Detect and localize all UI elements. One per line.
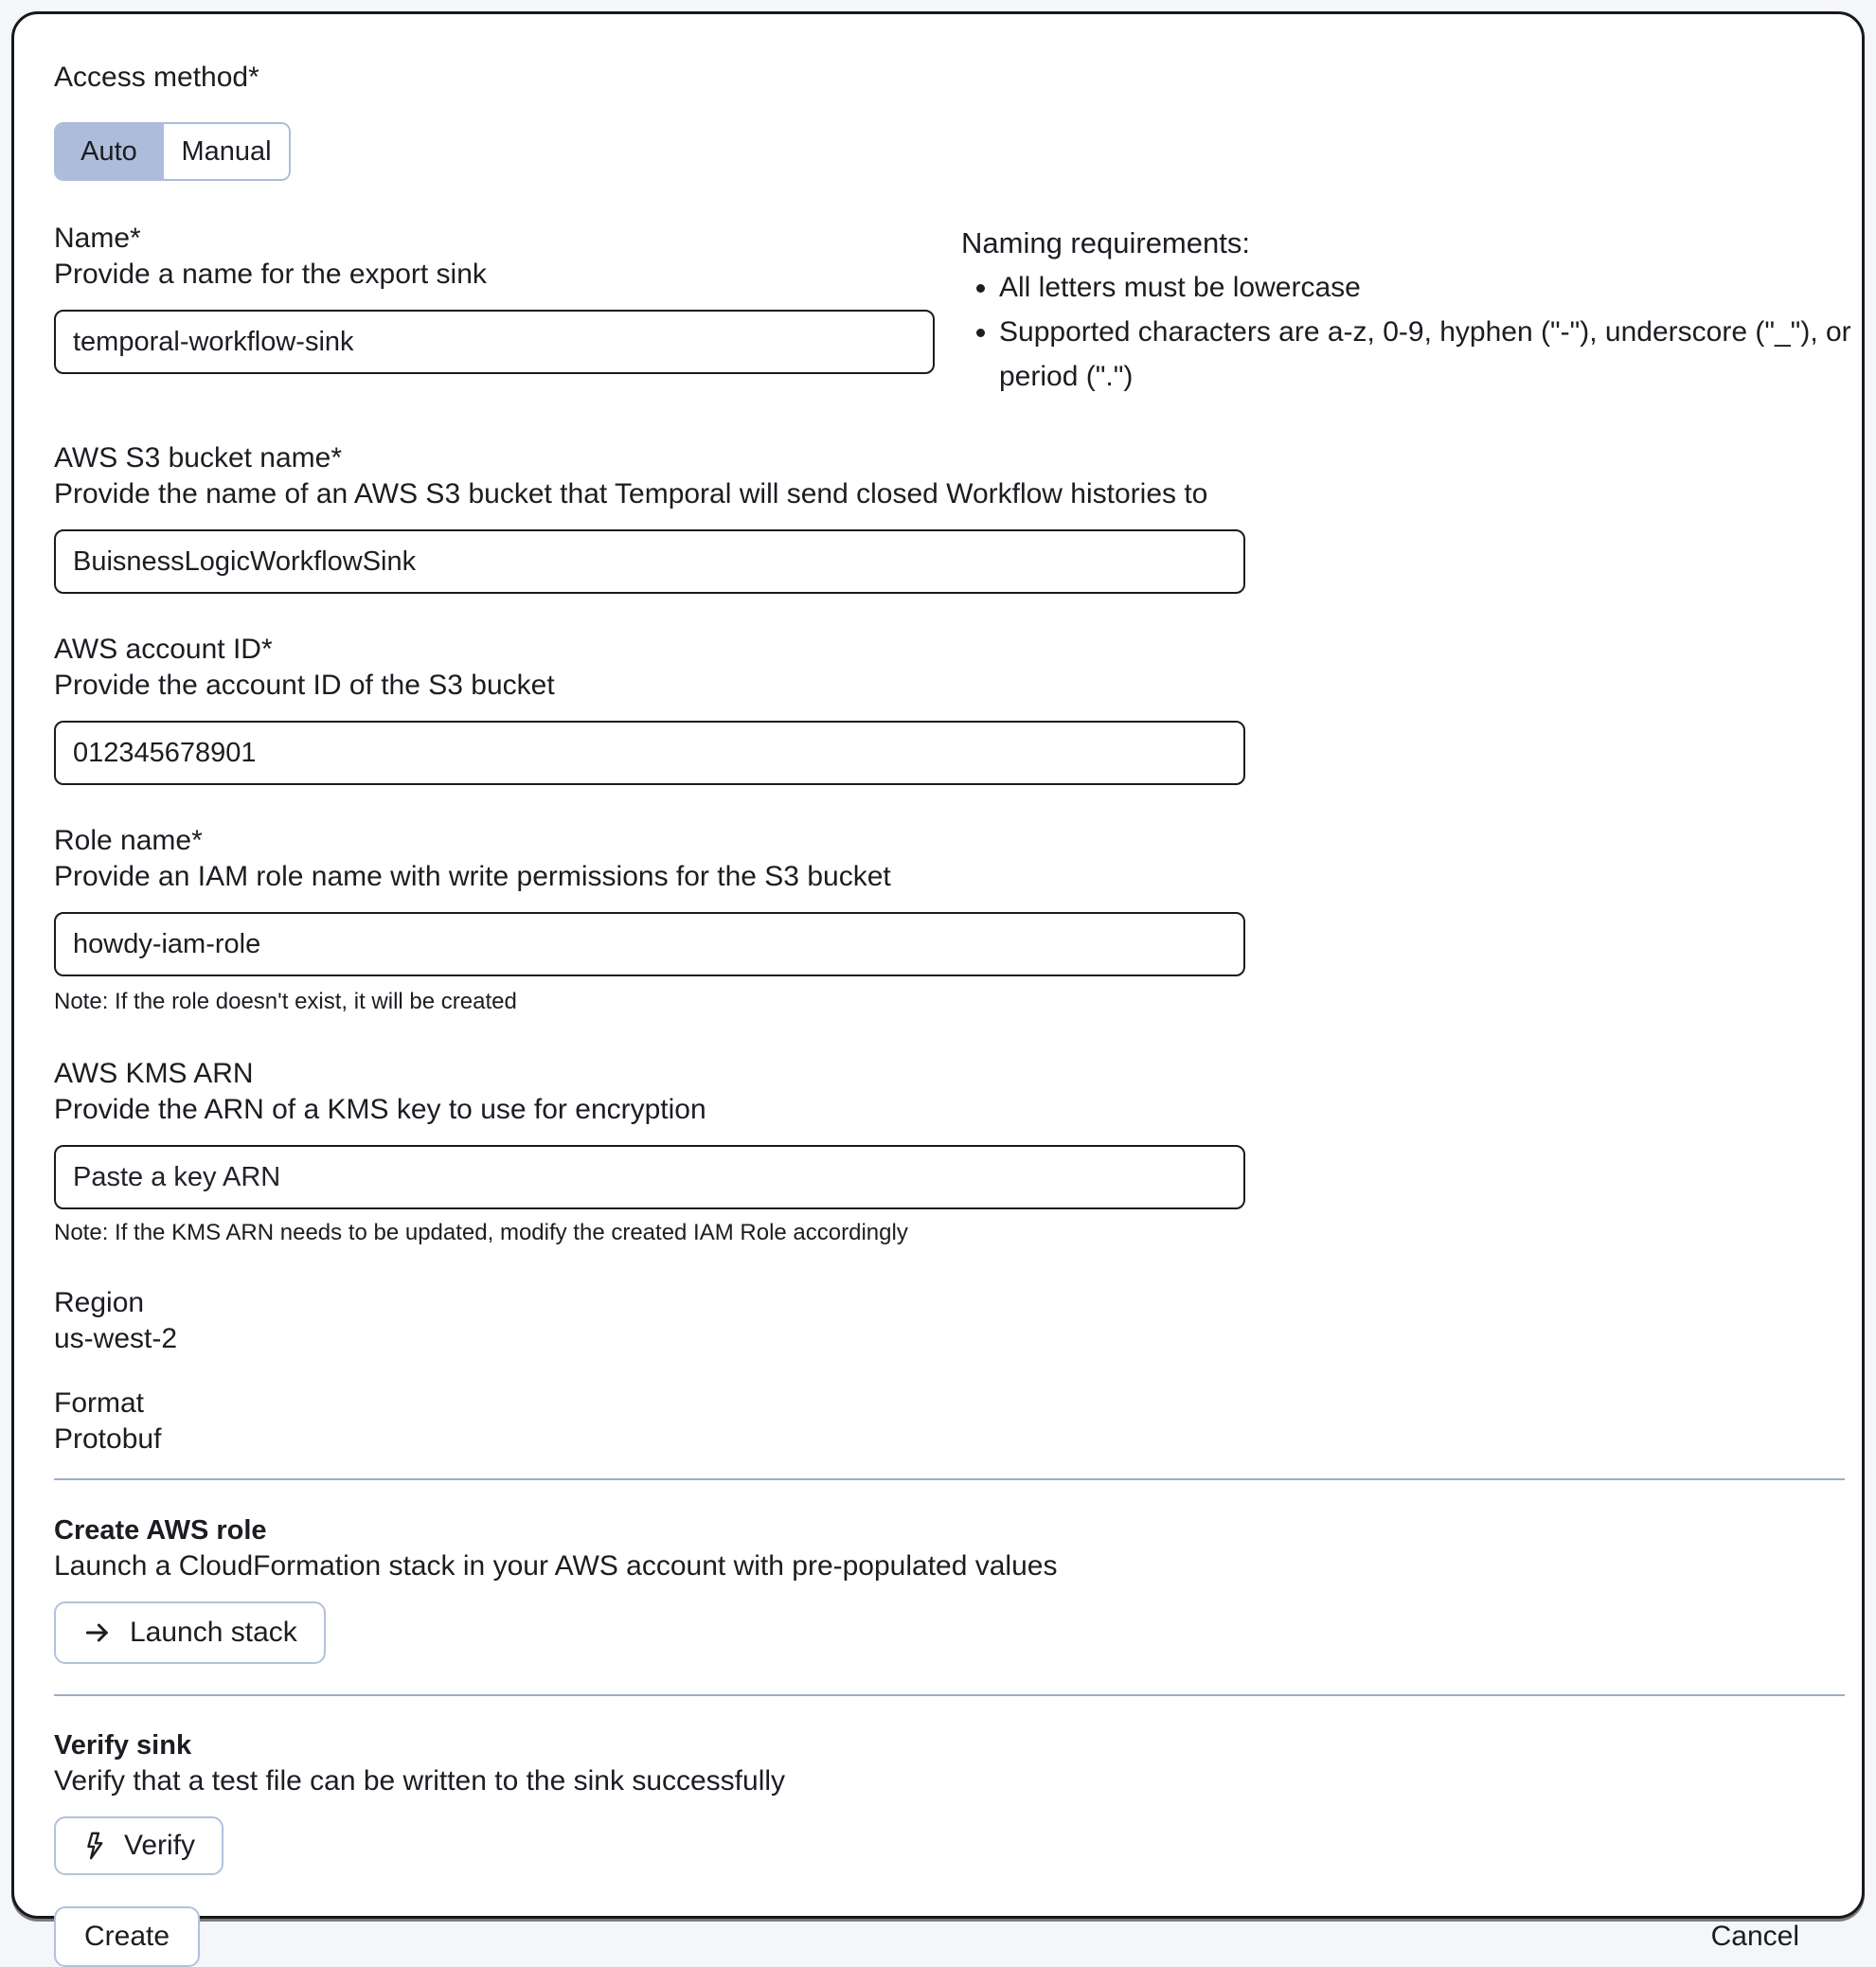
lightning-icon	[82, 1832, 107, 1860]
section-divider	[54, 1478, 1845, 1480]
verify-sink-title: Verify sink	[54, 1730, 192, 1761]
kms-arn-note: Note: If the KMS ARN needs to be updated, modify the created IAM Role accordingly	[54, 1220, 908, 1245]
role-name-description: Provide an IAM role name with write permissions for the S3 bucket	[54, 861, 891, 892]
create-button-label: Create	[84, 1921, 170, 1952]
cancel-button[interactable]: Cancel	[1710, 1921, 1799, 1952]
region-value: us-west-2	[54, 1323, 178, 1354]
region-label: Region	[54, 1287, 145, 1318]
name-label: Name*	[54, 223, 141, 254]
kms-arn-input[interactable]	[54, 1145, 1245, 1209]
name-description: Provide a name for the export sink	[54, 259, 487, 290]
name-input[interactable]	[54, 310, 935, 374]
access-method-auto-label: Auto	[80, 135, 137, 167]
kms-arn-description: Provide the ARN of a KMS key to use for encryption	[54, 1094, 706, 1125]
account-id-label: AWS account ID*	[54, 634, 273, 665]
create-aws-role-description: Launch a CloudFormation stack in your AWS account with pre-populated values	[54, 1550, 1058, 1582]
naming-requirements-title: Naming requirements:	[961, 226, 1250, 259]
s3-bucket-label: AWS S3 bucket name*	[54, 442, 343, 474]
verify-button[interactable]	[54, 1816, 223, 1875]
account-id-input[interactable]	[54, 721, 1245, 785]
verify-button-label: Verify	[124, 1830, 196, 1861]
s3-bucket-description: Provide the name of an AWS S3 bucket that Temporal will send closed Workflow histories to	[54, 478, 1208, 510]
export-sink-form	[11, 11, 1865, 1952]
role-name-note: Note: If the role doesn't exist, it will be created	[54, 989, 517, 1014]
naming-requirements	[961, 221, 1861, 399]
naming-requirement-item: • All letters must be lowercase	[999, 265, 1861, 310]
naming-requirements-list	[961, 265, 1861, 399]
create-button[interactable]	[54, 1906, 200, 1967]
access-method-toggle	[54, 122, 291, 181]
naming-requirement-item: • Supported characters are a-z, 0-9, hyphen ("-"), underscore ("_"), or period (".")	[999, 310, 1861, 399]
s3-bucket-input[interactable]	[54, 529, 1245, 594]
arrow-right-icon	[82, 1618, 113, 1648]
launch-stack-button-label: Launch stack	[130, 1617, 297, 1648]
role-name-label: Role name*	[54, 825, 203, 856]
verify-sink-description: Verify that a test file can be written to the sink successfully	[54, 1765, 786, 1797]
account-id-description: Provide the account ID of the S3 bucket	[54, 670, 555, 701]
format-label: Format	[54, 1387, 145, 1419]
role-name-input[interactable]	[54, 912, 1245, 976]
kms-arn-label: AWS KMS ARN	[54, 1058, 254, 1089]
section-divider	[54, 1694, 1845, 1696]
access-method-auto-option[interactable]	[56, 124, 162, 179]
access-method-label: Access method*	[54, 62, 259, 93]
access-method-manual-label: Manual	[181, 135, 272, 167]
launch-stack-button[interactable]	[54, 1601, 326, 1664]
create-aws-role-title: Create AWS role	[54, 1515, 267, 1546]
access-method-manual-option[interactable]	[162, 124, 289, 179]
format-value: Protobuf	[54, 1423, 162, 1455]
